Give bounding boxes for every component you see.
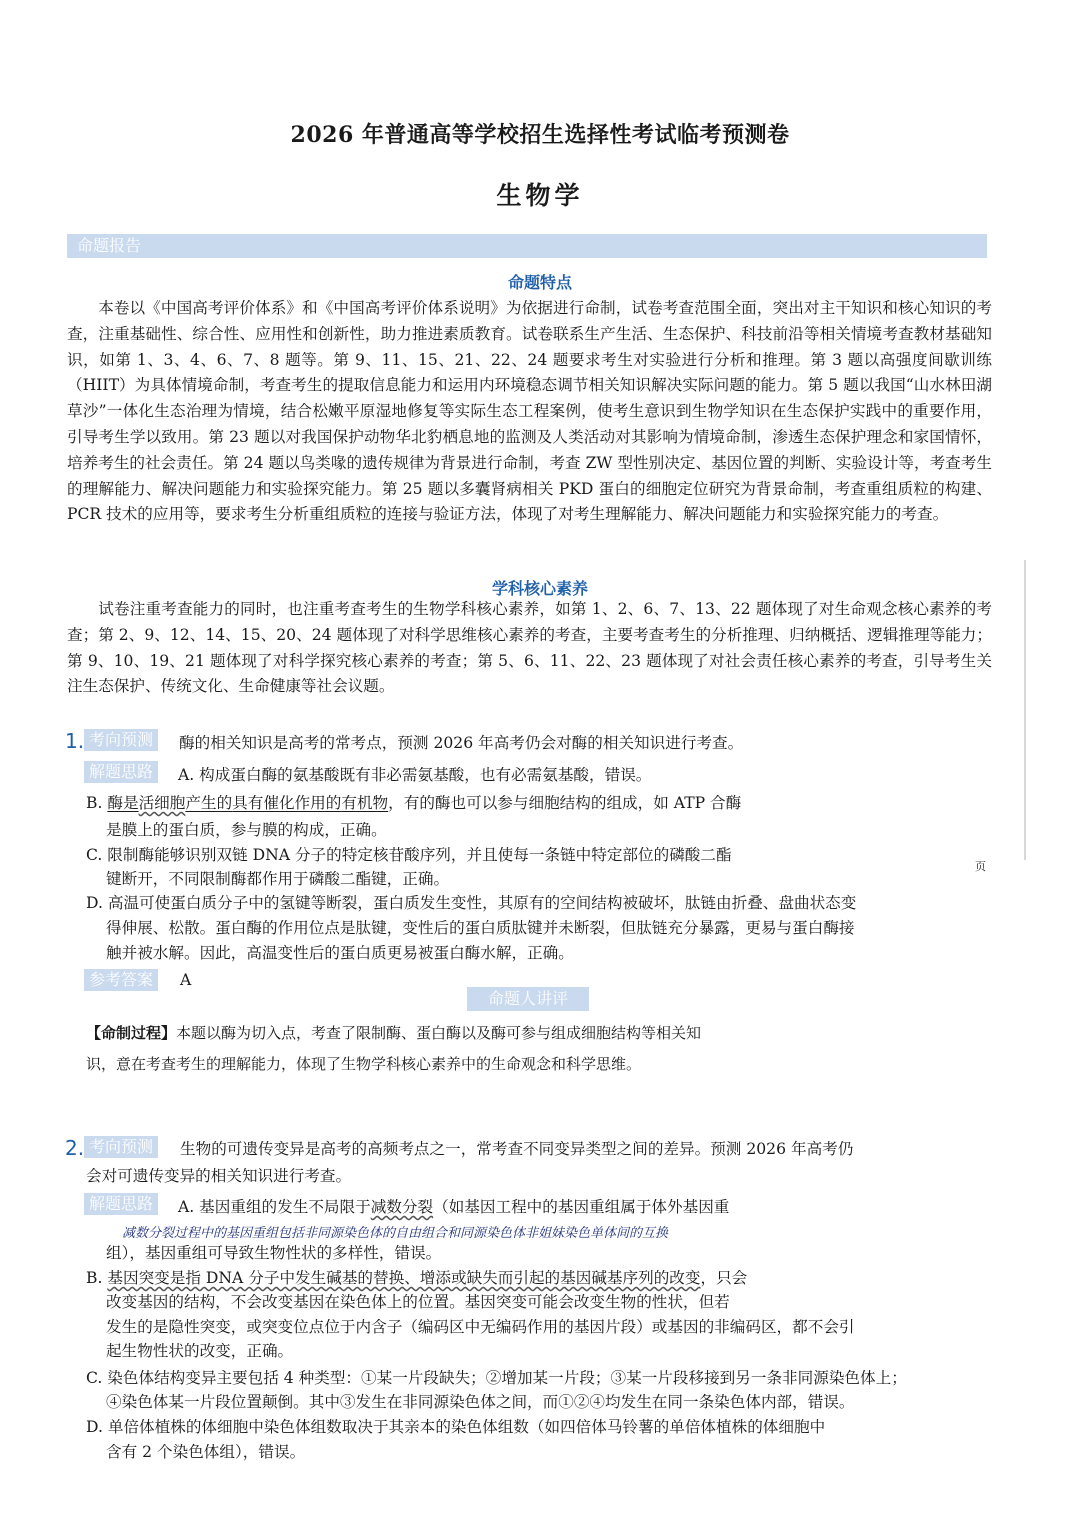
subject-title: 生物学 xyxy=(496,181,584,210)
literacy-heading: 学科核心素养 xyxy=(491,579,588,598)
q1-option-b-line2: 是膜上的蛋白质，参与膜的构成，正确。 xyxy=(106,821,387,839)
q2-analysis-tag: 解题思路 xyxy=(84,1193,158,1215)
report-label: 命题报告 xyxy=(77,236,142,255)
q1-b-wavy-1: 活细胞 xyxy=(138,794,186,812)
q1-option-a: A. 构成蛋白酶的氨基酸既有非必需氨基酸，也有必需氨基酸，错误。 xyxy=(178,766,652,784)
question-2-number: 2. xyxy=(65,1136,85,1160)
q1-b-underline-1: 酶是 xyxy=(107,794,139,812)
q2-option-b-line4: 起生物性状的改变，正确。 xyxy=(106,1342,294,1360)
q2-b-post: ，只会 xyxy=(700,1269,748,1287)
literacy-paragraph: 试卷注重考查能力的同时，也注重考查考生的生物学科核心素养，如第 1、2、6、7、13、22 题体现了对生命观念核心素养的考查；第 2、9、12、14、15、20、24 题体现了对科学思维核心素养的考查，主要考查考生的分析推理、归纳概括、逻辑推理等能力；第 9、10、19、21 题体现了对科学探究核心素养的考查；第 5、6、11、22、23 题体现了对社会责任核心素养的考查，引导考生关注生态保护、传统文化、生命健康等社会议题。 xyxy=(67,600,992,696)
q2-a-wavy: 减数分裂 xyxy=(370,1198,434,1216)
q2-option-a-line1 xyxy=(178,1195,729,1217)
q1-commentary-line2: 识，意在考查考生的理解能力，体现了生物学科核心素养中的生命观念和科学思维。 xyxy=(86,1055,642,1073)
q2-option-b-line2: 改变基因的结构，不会改变基因在染色体上的位置。基因突变可能会改变生物的性状，但若 xyxy=(106,1293,730,1311)
q2-predict-line1: 生物的可遗传变异是高考的高频考点之一，常考查不同变异类型之间的差异。预测 2026 年高考仍 xyxy=(180,1140,854,1158)
q2-b-pre: B. xyxy=(86,1269,108,1287)
q2-option-c-line1: C. 染色体结构变异主要包括 4 种类型：①某一片段缺失；②增加某一片段；③某一片段移接到另一条非同源染色体上； xyxy=(86,1369,907,1387)
q1-option-b-line1 xyxy=(86,791,741,813)
q2-a-post: （如基因工程中的基因重组属于体外基因重 xyxy=(433,1198,730,1216)
page-edge-shadow xyxy=(1024,560,1026,860)
q1-commentary-tag: 命题人讲评 xyxy=(467,987,589,1011)
q2-option-b-line1 xyxy=(86,1266,747,1288)
q1-option-c-line1: C. 限制酶能够识别双链 DNA 分子的特定核苷酸序列，并且使每一条链中特定部位的磷酸二酯 xyxy=(86,846,732,864)
features-paragraph: 本卷以《中国高考评价体系》和《中国高考评价体系说明》为依据进行命制，试卷考查范围全面，突出对主干知识和核心知识的考查，注重基础性、综合性、应用性和创新性，助力推进素质教育。试卷联系生产生活、生态保护、科技前沿等相关情境考查教材基础知识，如第 1、3、4、6、7、8 题等。第 9、11、15、21、22、24 题要求考生对实验进行分析和推理。第 3 题以高强度间歇训练（HIIT）为具体情境命制，考查考生的提取信息能力和运用内环境稳态调节相关知识解决实际问题的能力。第 5 题以我国“山水林田湖草沙”一体化生态治理为情境，结合松嫩平原湿地修复等实际生态工程案例，使考生意识到生物学知识在生态保护实践中的重要作用，引导考生学以致用。第 23 题以对我国保护动物华北豹栖息地的监测及人类活动对其影响为情境命制，渗透生态保护理念和家国情怀，培养考生的社会责任。第 24 题以鸟类喙的遗传规律为背景进行命制，考查 ZW 型性别决定、基因位置的判断、实验设计等，考查考生的理解能力、解决问题能力和实验探究能力。第 25 题以多囊肾病相关 PKD 蛋白的细胞定位研究为背景命制，考查重组质粒的构建、PCR 技术的应用等，要求考生分析重组质粒的连接与验证方法，体现了对考生理解能力、解决问题能力和实验探究能力的考查。 xyxy=(67,299,992,524)
q1-option-d-line3: 触并被水解。因此，高温变性后的蛋白质更易被蛋白酶水解，正确。 xyxy=(106,944,574,962)
margin-glyph: 页 xyxy=(975,860,986,873)
q1-b-prefix: B. xyxy=(86,794,108,812)
features-heading: 命题特点 xyxy=(507,273,572,292)
q1-option-d-line1: D. 高温可使蛋白质分子中的氢键等断裂，蛋白质发生变性，其原有的空间结构被破坏，肽链由折叠、盘曲状态变 xyxy=(86,894,857,912)
q1-commentary-line1 xyxy=(86,1022,701,1043)
q2-b-wavy: 基因突变是指 DNA 分子中发生碱基的替换、增添或缺失而引起的基因碱基序列的改变 xyxy=(107,1269,701,1287)
q2-option-c-line2: ④染色体某一片段位置颠倒。其中③发生在非同源染色体之间，而①②④均发生在同一条染色体内部，错误。 xyxy=(106,1393,855,1411)
q1-b-mid-2: 具有催化作用的 xyxy=(232,794,342,812)
q1-commentary-text1: 本题以酶为切入点，考查了限制酶、蛋白酶以及酶可参与组成细胞结构等相关知 xyxy=(176,1024,702,1042)
q2-predict-tag: 考向预测 xyxy=(84,1136,158,1158)
q2-option-a-line2: 组），基因重组可导致生物性状的多样性，错误。 xyxy=(106,1244,442,1262)
handwritten-note: 减数分裂过程中的基因重组包括非同源染色体的自由组合和同源染色体非姐妹染色单体间的互换 xyxy=(122,1226,669,1241)
q2-predict-line2: 会对可遗传变异的相关知识进行考查。 xyxy=(86,1167,352,1185)
q2-option-d-line2: 含有 2 个染色体组），错误。 xyxy=(106,1443,306,1461)
q1-predict-tag: 考向预测 xyxy=(84,729,158,751)
report-section-bar xyxy=(67,234,987,258)
q1-predict-text: 酶的相关知识是高考的常考点，预测 2026 年高考仍会对酶的相关知识进行考查。 xyxy=(179,734,744,752)
q1-b-underline-2: 产生的 xyxy=(185,794,233,812)
q1-b-underline-3: 有机物 xyxy=(341,794,389,812)
q2-a-pre: A. 基因重组的发生不局限于 xyxy=(178,1198,371,1216)
q1-commentary-label: 【命制过程】 xyxy=(86,1024,177,1042)
q1-b-rest: ，有的酶也可以参与细胞结构的组成，如 ATP 合酶 xyxy=(388,794,742,812)
q2-option-b-line3: 发生的是隐性突变，或突变位点位于内含子（编码区中无编码作用的基因片段）或基因的非编码区，都不会引 xyxy=(106,1318,855,1336)
question-1-number: 1. xyxy=(65,729,85,753)
q1-analysis-tag: 解题思路 xyxy=(84,761,158,783)
exam-title: 2026 年普通高等学校招生选择性考试临考预测卷 xyxy=(290,122,790,148)
q1-option-d-line2: 得伸展、松散。蛋白酶的作用位点是肽键，变性后的蛋白质肽键并未断裂，但肽链充分暴露，更易与蛋白酶接 xyxy=(106,919,855,937)
q1-option-c-line2: 键断开，不同限制酶都作用于磷酸二酯键，正确。 xyxy=(106,870,450,888)
q1-answer-tag: 参考答案 xyxy=(84,969,158,991)
q2-option-d-line1: D. 单倍体植株的体细胞中染色体组数取决于其亲本的染色体组数（如四倍体马铃薯的单倍体植株的体细胞中 xyxy=(86,1418,826,1436)
q1-answer-value: A xyxy=(180,971,192,989)
